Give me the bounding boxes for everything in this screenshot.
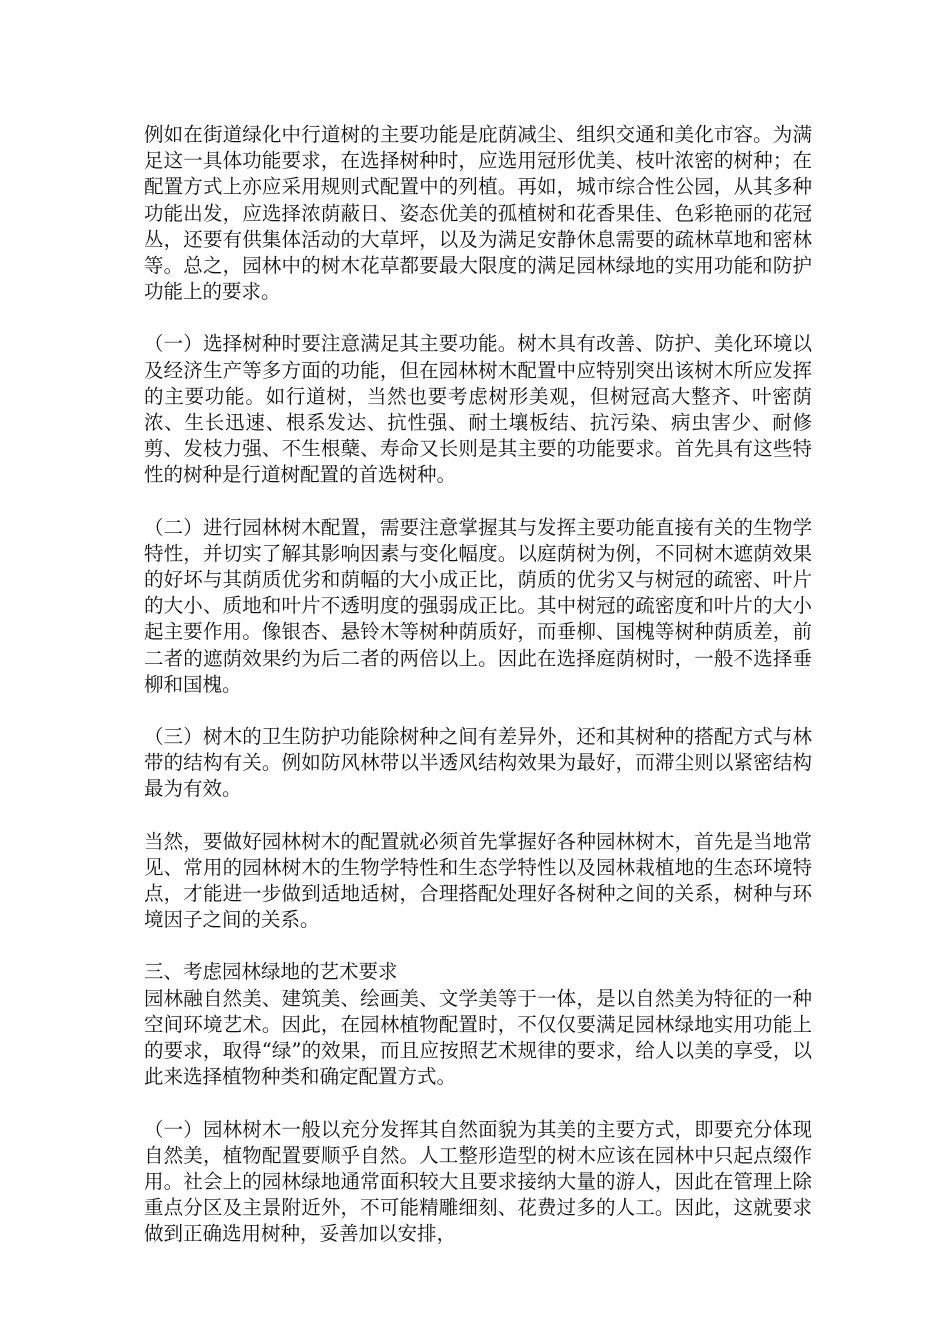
paragraph-art-requirements: 园林融自然美、建筑美、绘画美、文学美等于一体，是以自然美为特征的一种空间环境艺术。因此，在园林植物配置时，不仅仅要满足园林绿地实用功能上的要求，取得“绿”的效果，而且应按照艺术规律的要求，给人以美的享受，以此来选择植物种类和确定配置方式。 [144, 986, 812, 1089]
paragraph-street-greening: 例如在街道绿化中行道树的主要功能是庇荫减尘、组织交通和美化市容。为满足这一具体功能要求，在选择树种时，应选用冠形优美、枝叶浓密的树种；在配置方式上亦应采用规则式配置中的列植。再如，城市综合性公园，从其多种功能出发，应选择浓荫蔽日、姿态优美的孤植树和花香果佳、色彩艳丽的花冠丛，还要有供集体活动的大草坪，以及为满足安静休息需要的疏林草地和密林等。总之，园林中的树木花草都要最大限度的满足园林绿地的实用功能和防护功能上的要求。 [144, 123, 812, 304]
paragraph-species-knowledge: 当然，要做好园林树木的配置就必须首先掌握好各种园林树木，首先是当地常见、常用的园林树木的生物学特性和生态学特性以及园林栽植地的生态环境特点，才能进一步做到适地适树，合理搭配处理好各树种之间的关系，树种与环境因子之间的关系。 [144, 829, 812, 932]
paragraph-natural-beauty: （一）园林树木一般以充分发挥其自然面貌为其美的主要方式，即要充分体现自然美，植物配置要顺乎自然。人工整形造型的树木应该在园林中只起点缀作用。社会上的园林绿地通常面积较大且要求接纳大量的游人，因此在管理上除重点分区及主景附近外，不可能精雕细刻、花费过多的人工。因此，这就要求做到正确选用树种，妥善加以安排， [144, 1117, 812, 1246]
document-body [144, 122, 812, 1248]
paragraph-main-function: （一）选择树种时要注意满足其主要功能。树木具有改善、防护、美化环境以及经济生产等多方面的功能，但在园林树木配置中应特别突出该树木所应发挥的主要功能。如行道树，当然也要考虑树形美观，但树冠高大整齐、叶密荫浓、生长迅速、根系发达、抗性强、耐土壤板结、抗污染、病虫害少、耐修剪、发枝力强、不生根蘖、寿命又长则是其主要的功能要求。首先具有这些特性的树种是行道树配置的首选树种。 [144, 332, 812, 487]
paragraph-protection-function: （三）树木的卫生防护功能除树种之间有差异外，还和其树种的搭配方式与林带的结构有关。例如防风林带以半透风结构效果为最好，而滞尘则以紧密结构最为有效。 [144, 725, 812, 801]
paragraph-biological-traits: （二）进行园林树木配置，需要注意掌握其与发挥主要功能直接有关的生物学特性，并切实了解其影响因素与变化幅度。以庭荫树为例，不同树木遮荫效果的好坏与其荫质优劣和荫幅的大小成正比，荫质的优劣又与树冠的疏密、叶片的大小、质地和叶片不透明度的强弱成正比。其中树冠的疏密度和叶片的大小起主要作用。像银杏、悬铃木等树种荫质好，而垂柳、国槐等树种荫质差，前二者的遮荫效果约为后二者的两倍以上。因此在选择庭荫树时，一般不选择垂柳和国槐。 [144, 515, 812, 696]
section-heading: 三、考虑园林绿地的艺术要求 [144, 960, 398, 984]
